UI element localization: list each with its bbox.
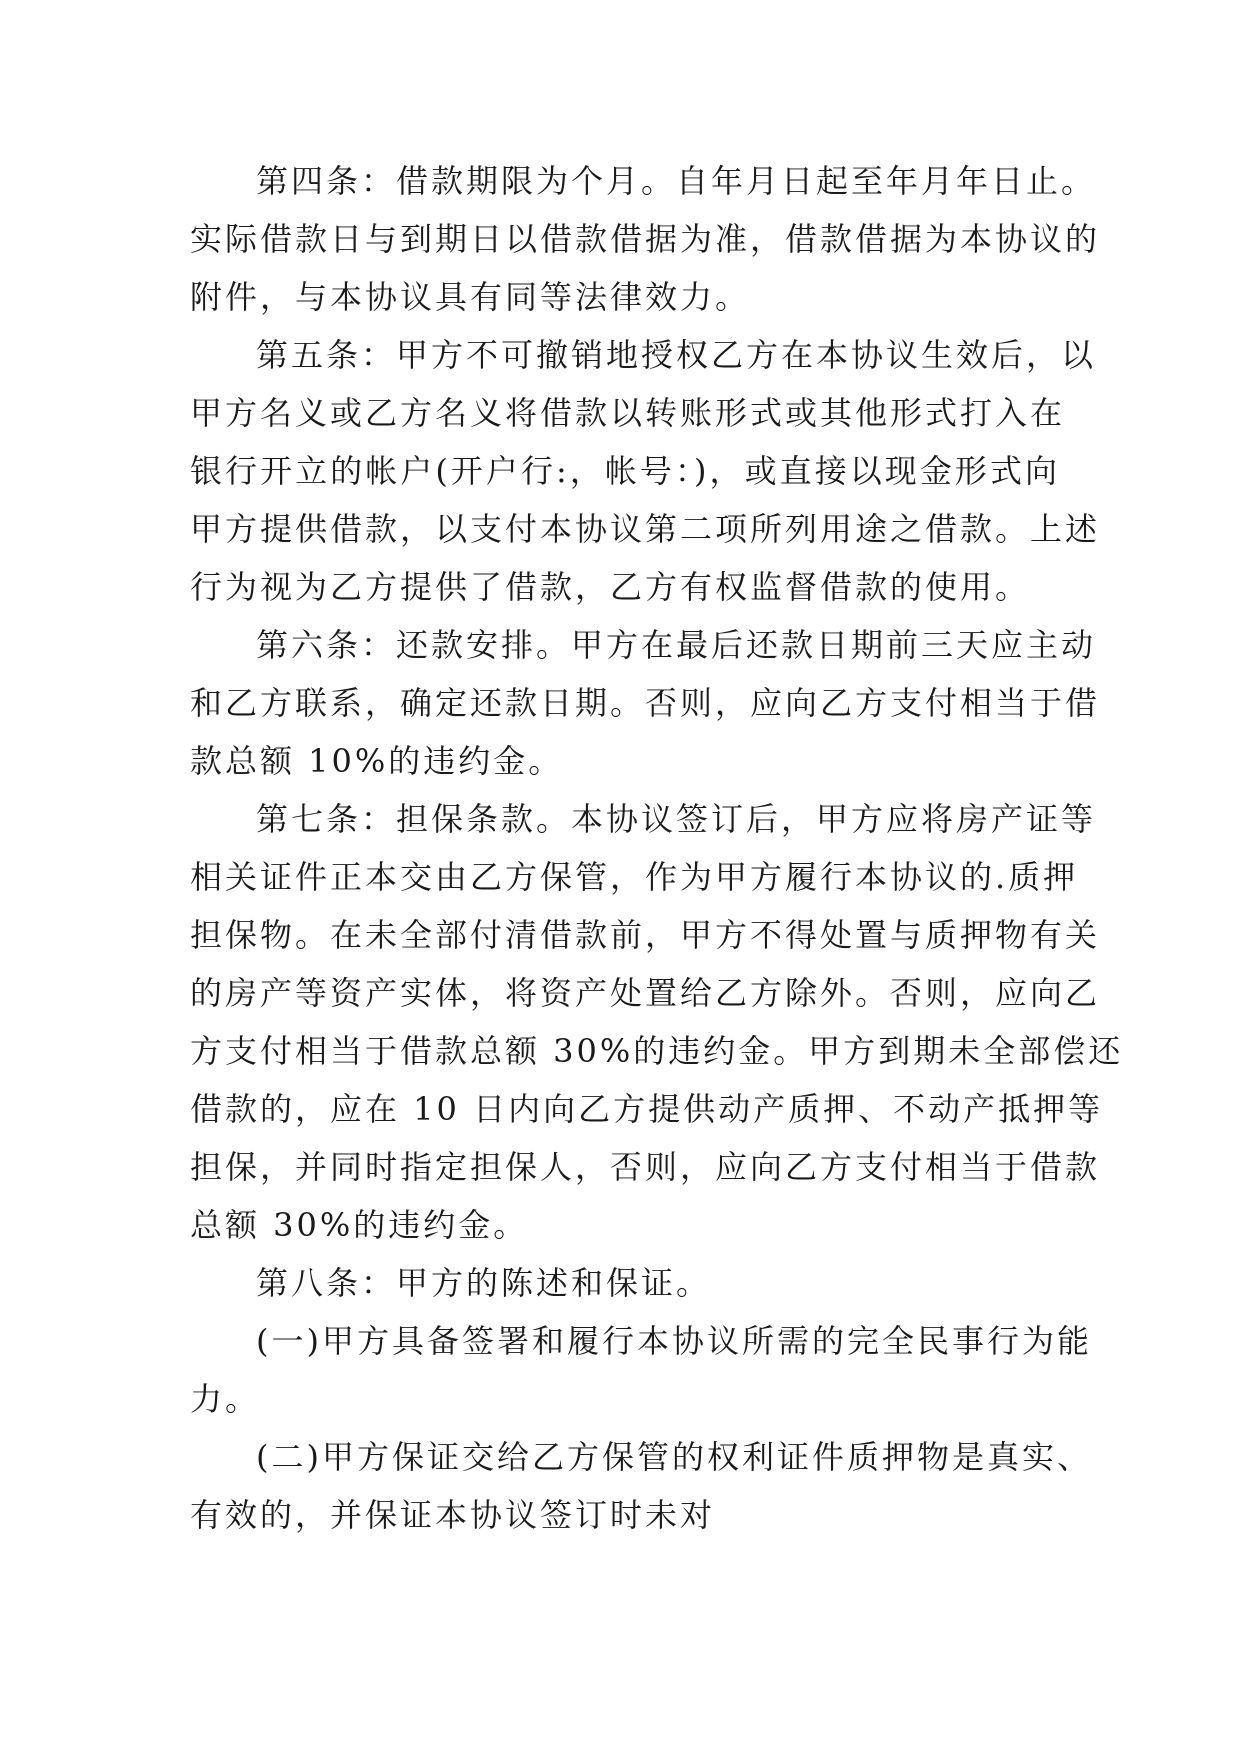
text-line: 担保，并同时指定担保人，否则，应向乙方支付相当于借款 [190,1148,1101,1186]
paragraph-article-7 [190,790,1124,1254]
text-line: 款总额 10%的违约金。 [190,742,564,780]
text-line: 的房产等资产实体，将资产处置给乙方除外。否则，应向乙 [190,974,1101,1012]
text-line: 第七条：担保条款。本协议签订后，甲方应将房产证等 [256,800,1097,838]
document-body [190,152,1124,1544]
text-line: 行为视为乙方提供了借款，乙方有权监督借款的使用。 [190,568,1031,606]
paragraph-article-5 [190,326,1101,616]
text-line: 方支付相当于借款总额 30%的违约金。甲方到期未全部偿还 [190,1032,1124,1070]
text-line: (一)甲方具备签署和履行本协议所需的完全民事行为能 [256,1322,1092,1360]
paragraph-article-4 [190,152,1101,326]
text-line: 和乙方联系，确定还款日期。否则，应向乙方支付相当于借 [190,684,1101,722]
paragraph-article-8-item-1 [190,1312,1092,1428]
text-line: 相关证件正本交由乙方保管，作为甲方履行本协议的.质押 [190,858,1079,896]
text-line: 担保物。在未全部付清借款前，甲方不得处置与质押物有关 [190,916,1101,954]
text-line: (二)甲方保证交给乙方保管的权利证件质押物是真实、 [256,1438,1092,1476]
text-line: 有效的，并保证本协议签订时未对 [190,1496,716,1534]
text-line: 银行开立的帐户(开户行:，帐号：)，或直接以现金形式向 [190,452,1060,490]
text-line: 第四条：借款期限为个月。自年月日起至年月年日止。 [256,162,1097,200]
text-line: 实际借款日与到期日以借款借据为准，借款借据为本协议的 [190,220,1101,258]
text-line: 借款的，应在 10 日内向乙方提供动产质押、不动产抵押等 [190,1090,1104,1128]
paragraph-article-6 [190,616,1101,790]
text-line: 第八条：甲方的陈述和保证。 [256,1264,712,1302]
text-line: 总额 30%的违约金。 [190,1206,529,1244]
text-line: 附件，与本协议具有同等法律效力。 [190,278,751,316]
paragraph-article-8 [190,1254,1060,1312]
paragraph-article-8-item-2 [190,1428,1092,1544]
text-line: 力。 [190,1380,261,1418]
text-line: 甲方提供借款，以支付本协议第二项所列用途之借款。上述 [190,510,1101,548]
text-line: 甲方名义或乙方名义将借款以转账形式或其他形式打入在 [190,394,1066,432]
text-line: 第五条：甲方不可撤销地授权乙方在本协议生效后，以 [256,336,1097,374]
text-line: 第六条：还款安排。甲方在最后还款日期前三天应主动 [256,626,1097,664]
